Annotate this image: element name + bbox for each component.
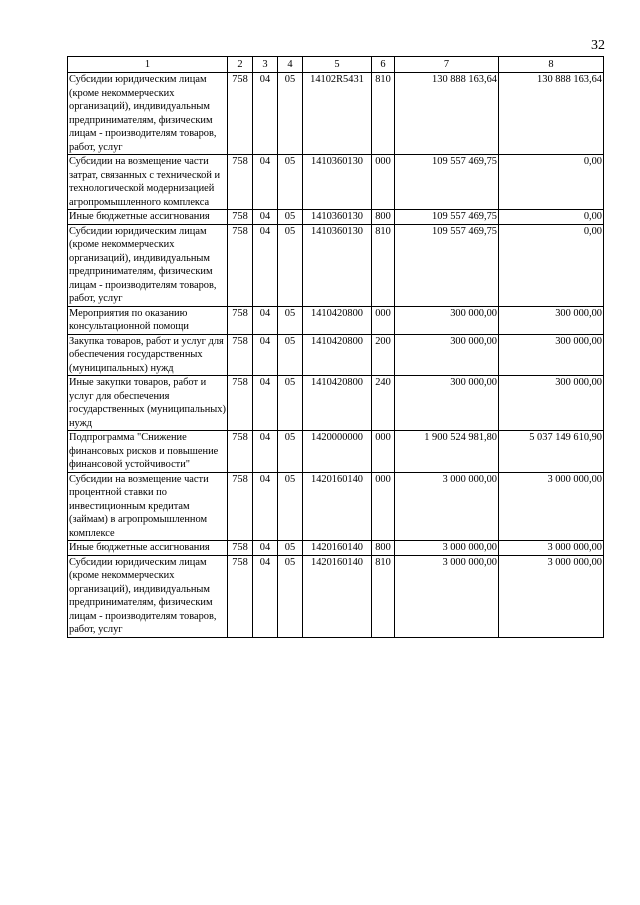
row-amount-col8: 0,00: [499, 155, 604, 210]
row-amount-col8: 0,00: [499, 210, 604, 225]
row-ministry-code: 758: [228, 376, 253, 431]
row-subsection-code: 05: [278, 555, 303, 637]
row-amount-col7: 109 557 469,75: [395, 224, 499, 306]
row-name: Субсидии юридическим лицам (кроме некоммерческих организаций), индивидуальным предпринимателям, физическим лицам - производителям товаров, работ, услуг: [68, 224, 228, 306]
row-amount-col8: 3 000 000,00: [499, 555, 604, 637]
table-row: [68, 376, 604, 431]
header-col-5: 5: [303, 57, 372, 73]
table-row: [68, 541, 604, 556]
row-section-code: 04: [253, 431, 278, 473]
row-name: Иные закупки товаров, работ и услуг для обеспечения государственных (муниципальных) нужд: [69, 377, 226, 429]
table-row: [68, 210, 604, 225]
row-amount-col8: 300 000,00: [499, 306, 604, 334]
row-target-code: 1410360130: [303, 224, 372, 306]
row-target-code: 1420160140: [303, 541, 372, 556]
row-ministry-code: 758: [228, 334, 253, 376]
row-section-code: 04: [253, 224, 278, 306]
row-amount-col8: 130 888 163,64: [499, 73, 604, 155]
row-expense-type-code: 240: [372, 376, 395, 431]
row-amount-col7: 3 000 000,00: [395, 541, 499, 556]
row-target-code: 1420000000: [303, 431, 372, 473]
row-ministry-code: 758: [228, 73, 253, 155]
row-amount-col7: 300 000,00: [395, 334, 499, 376]
row-amount-col8: 5 037 149 610,90: [499, 431, 604, 473]
row-ministry-code: 758: [228, 541, 253, 556]
row-target-code: 1410420800: [303, 376, 372, 431]
row-section-code: 04: [253, 334, 278, 376]
header-col-1: 1: [68, 57, 228, 73]
row-section-code: 04: [253, 555, 278, 637]
table-row: [68, 431, 604, 473]
row-name: Иные бюджетные ассигнования: [68, 210, 228, 225]
row-expense-type-code: 810: [372, 555, 395, 637]
table-row: [68, 334, 604, 376]
table-row: [68, 472, 604, 541]
row-amount-col7: 3 000 000,00: [395, 555, 499, 637]
row-ministry-code: 758: [228, 555, 253, 637]
row-amount-col7: 300 000,00: [395, 376, 499, 431]
row-subsection-code: 05: [278, 224, 303, 306]
row-section-code: 04: [253, 210, 278, 225]
row-expense-type-code: 810: [372, 224, 395, 306]
table-row: [68, 73, 604, 155]
row-amount-col7: 130 888 163,64: [395, 73, 499, 155]
row-name: Субсидии юридическим лицам (кроме некоммерческих организаций), индивидуальным предпринимателям, физическим лицам - производителям товаров, работ, услуг: [68, 73, 228, 155]
row-amount-col7: 300 000,00: [395, 306, 499, 334]
row-amount-col8: 3 000 000,00: [499, 541, 604, 556]
row-target-code: 14102R5431: [303, 73, 372, 155]
row-name: Подпрограмма "Снижение финансовых рисков и повышение финансовой устойчивости": [68, 431, 228, 473]
row-target-code: 1420160140: [303, 555, 372, 637]
row-amount-col7: 109 557 469,75: [395, 210, 499, 225]
row-expense-type-code: 200: [372, 334, 395, 376]
row-subsection-code: 05: [278, 431, 303, 473]
row-ministry-code: 758: [228, 306, 253, 334]
table-header-row: [68, 57, 604, 73]
row-expense-type-code: 000: [372, 472, 395, 541]
row-name: Закупка товаров, работ и услуг для обеспечения государственных (муниципальных) нужд: [68, 334, 228, 376]
table-row: [68, 555, 604, 637]
row-amount-col8: 0,00: [499, 224, 604, 306]
row-expense-type-code: 800: [372, 541, 395, 556]
row-name: Иные бюджетные ассигнования: [68, 541, 228, 556]
row-section-code: 04: [253, 73, 278, 155]
row-subsection-code: 05: [278, 541, 303, 556]
row-section-code: 04: [253, 155, 278, 210]
row-subsection-code: 05: [278, 306, 303, 334]
row-amount-col7: 1 900 524 981,80: [395, 431, 499, 473]
row-expense-type-code: 000: [372, 431, 395, 473]
row-section-code: 04: [253, 306, 278, 334]
row-expense-type-code: 000: [372, 306, 395, 334]
header-col-7: 7: [395, 57, 499, 73]
row-subsection-code: 05: [278, 73, 303, 155]
header-col-3: 3: [253, 57, 278, 73]
table-row: [68, 155, 604, 210]
row-ministry-code: 758: [228, 210, 253, 225]
row-amount-col8: 300 000,00: [499, 334, 604, 376]
row-subsection-code: 05: [278, 210, 303, 225]
row-amount-col7: 3 000 000,00: [395, 472, 499, 541]
row-target-code: 1410420800: [303, 306, 372, 334]
header-col-8: 8: [499, 57, 604, 73]
row-name: Мероприятия по оказанию консультационной помощи: [68, 306, 228, 334]
row-subsection-code: 05: [278, 155, 303, 210]
row-section-code: 04: [253, 376, 278, 431]
row-name: Субсидии юридическим лицам (кроме некоммерческих организаций), индивидуальным предпринимателям, физическим лицам - производителям товаров, работ, услуг: [68, 555, 228, 637]
page-number: 32: [591, 38, 605, 53]
row-subsection-code: 05: [278, 334, 303, 376]
row-subsection-code: 05: [278, 376, 303, 431]
row-subsection-code: 05: [278, 472, 303, 541]
row-name: Субсидии на возмещение части процентной ставки по инвестиционным кредитам (займам) в агропромышленном комплексе: [68, 472, 228, 541]
row-expense-type-code: 000: [372, 155, 395, 210]
row-ministry-code: 758: [228, 472, 253, 541]
table-row: [68, 306, 604, 334]
row-amount-col7: 109 557 469,75: [395, 155, 499, 210]
row-section-code: 04: [253, 472, 278, 541]
row-expense-type-code: 810: [372, 73, 395, 155]
row-ministry-code: 758: [228, 224, 253, 306]
table-row: [68, 224, 604, 306]
row-name: Субсидии на возмещение части затрат, связанных с технической и технологической модернизацией агропромышленного комплекса: [68, 155, 228, 210]
row-target-code: 1410420800: [303, 334, 372, 376]
row-expense-type-code: 800: [372, 210, 395, 225]
row-target-code: 1410360130: [303, 210, 372, 225]
row-ministry-code: 758: [228, 431, 253, 473]
budget-table: [67, 56, 604, 638]
header-col-6: 6: [372, 57, 395, 73]
row-amount-col8: 300 000,00: [499, 376, 604, 431]
row-section-code: 04: [253, 541, 278, 556]
row-target-code: 1410360130: [303, 155, 372, 210]
row-ministry-code: 758: [228, 155, 253, 210]
header-col-2: 2: [228, 57, 253, 73]
header-col-4: 4: [278, 57, 303, 73]
row-target-code: 1420160140: [303, 472, 372, 541]
row-amount-col8: 3 000 000,00: [499, 472, 604, 541]
